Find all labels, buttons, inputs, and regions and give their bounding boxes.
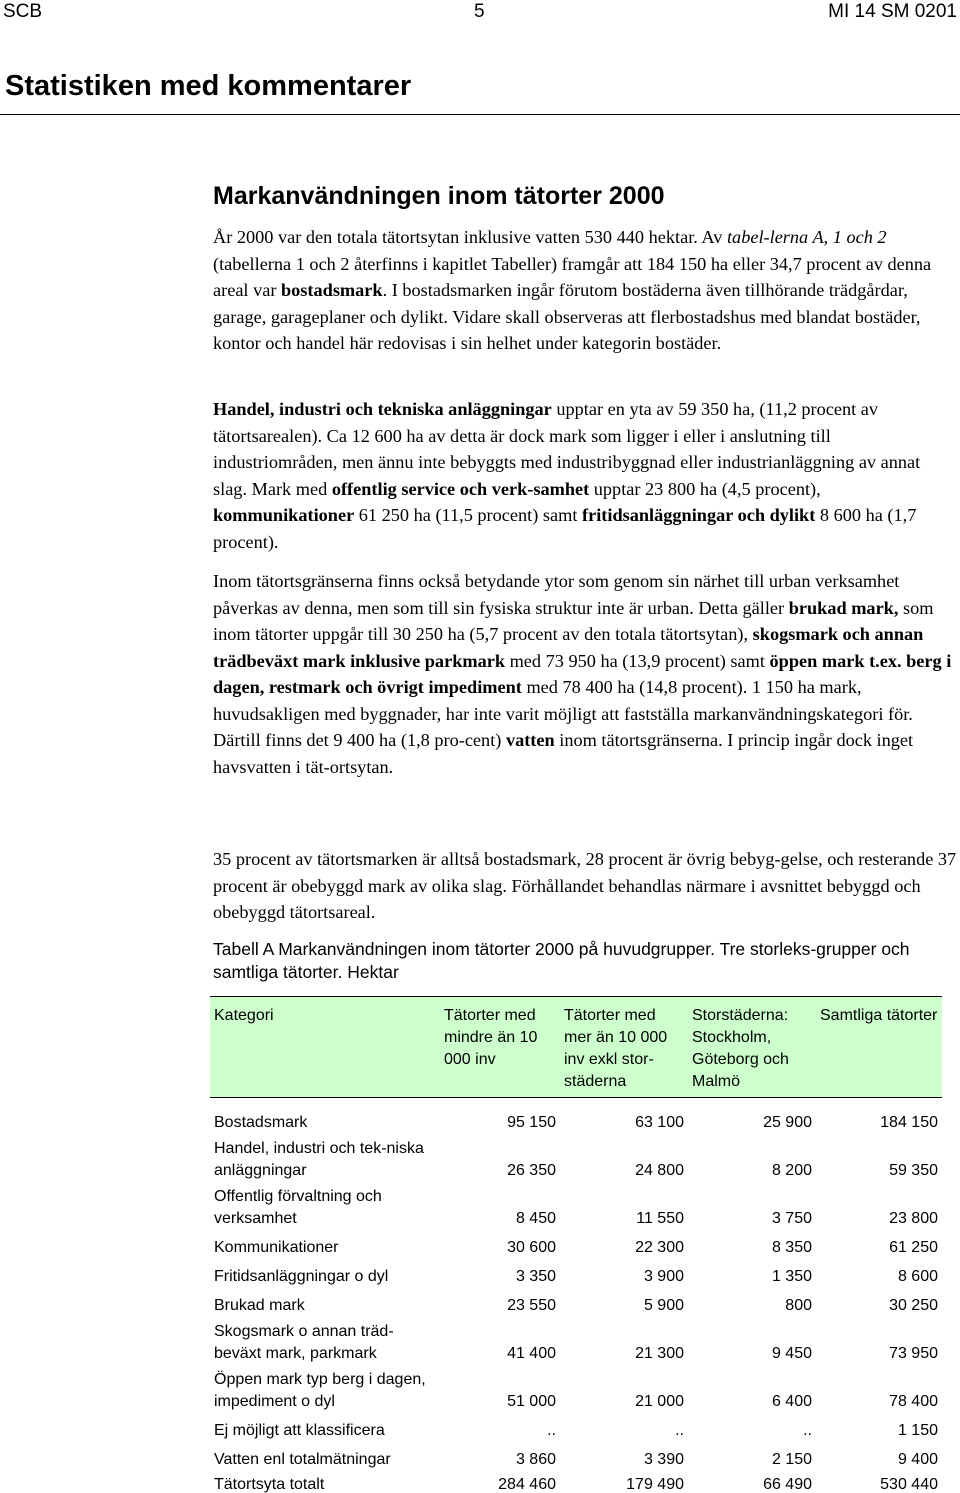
- paragraph-obebyggd-mark: [213, 568, 957, 780]
- table-row: [210, 1413, 942, 1442]
- bold-term: bostadsmark: [281, 280, 383, 300]
- table-cell: 30 600: [507, 1238, 556, 1256]
- text-run: upptar en yta av 59 350 ha, (11,2 procent av tätortsarealen). Ca 12 600 ha av detta är dock mark som ligger i eller i anslutning till industriområden, men ännu inte bebyggts med industribyggnad eller industrianläggning av annat slag. Mark med: [213, 399, 921, 499]
- text-run: upptar 23 800 ha (4,5 procent),: [589, 478, 821, 499]
- row-label: Tätortsyta totalt: [210, 1471, 440, 1493]
- row-label: Vatten enl totalmätningar: [214, 1450, 391, 1468]
- land-use-table: [210, 996, 942, 1493]
- text-run: med 78 400 ha (14,8 procent). 1 150 ha mark, huvudsakligen med byggnader, har inte varit möjligt att fastställa markanvändningskategori för. Därtill finns det 9 400 ha (1,8 pro-cent): [213, 677, 913, 750]
- table-cell: 179 490: [560, 1471, 688, 1493]
- table-caption: Tabell A Markanvändningen inom tätorter 2000 på huvudgrupper. Tre storleks-grupper och samtliga tätorter. Hektar: [213, 939, 910, 982]
- table-cell: 9 400: [897, 1450, 938, 1468]
- table-row: [210, 1471, 942, 1493]
- table-cell: 8 200: [771, 1161, 812, 1179]
- table-cell: 51 000: [507, 1392, 556, 1410]
- table-cell: 3 390: [643, 1450, 684, 1468]
- row-label: Öppen mark typ berg i dagen, impediment o dyl: [214, 1370, 426, 1410]
- paragraph-bostadsmark: [213, 224, 957, 357]
- text-run: . I bostadsmarken ingår förutom bostäderna även tillhörande trädgårdar, garage, garageplaner och dylikt. Vidare skall observeras att flerbostadshus med blandat bostäder, kontor och handel här redovisas i sin helhet under kategorin bostäder.: [213, 280, 921, 353]
- paragraph-summary: [213, 846, 957, 926]
- bold-term: fritidsanläggningar och dylikt: [582, 505, 816, 525]
- table-cell: 1 150: [897, 1421, 938, 1439]
- table-cell: 23 550: [507, 1296, 556, 1314]
- table-cell: 26 350: [507, 1161, 556, 1179]
- text-run: 35 procent av tätortsmarken är alltså bostadsmark, 28 procent är övrig bebyg-gelse, och resterande 37 procent är obebyggd mark av olika slag. Förhållandet behandlas närmare i avsnittet bebyggd och obebyggd tätortsareal.: [213, 849, 957, 922]
- bold-term: kommunikationer: [213, 505, 355, 525]
- spacer-cell: [210, 1098, 942, 1108]
- row-label: Offentlig förvaltning och verksamhet: [214, 1187, 382, 1227]
- table-cell: 78 400: [889, 1392, 938, 1410]
- table-cell: 2 150: [771, 1450, 812, 1468]
- table-cell: 11 550: [636, 1209, 684, 1227]
- italic-reference: tabel-lerna A, 1 och 2: [726, 227, 887, 247]
- table-cell: 8 350: [771, 1238, 812, 1256]
- table-cell: 6 400: [771, 1392, 812, 1410]
- table-cell: 66 490: [688, 1471, 816, 1493]
- table-cell: 21 300: [635, 1344, 684, 1362]
- header-publication-id: MI 14 SM 0201: [828, 1, 957, 22]
- table-cell: 284 460: [440, 1471, 560, 1493]
- table-row: [210, 1317, 942, 1365]
- table-cell: 21 000: [635, 1392, 684, 1410]
- main-title: Statistiken med kommentarer: [5, 70, 412, 102]
- table-cell: 3 350: [515, 1267, 556, 1285]
- title-rule: [0, 114, 960, 115]
- page-number: 5: [474, 1, 485, 22]
- bold-term: Handel, industri och tekniska anläggningar: [213, 399, 552, 419]
- bold-term: offentlig service och verk-samhet: [331, 478, 590, 499]
- text-run: som inom tätorter uppgår till 30 250 ha (5,7 procent av den totala tätortsytan),: [213, 597, 934, 644]
- table-cell: 30 250: [889, 1296, 938, 1314]
- table-cell: 8 600: [897, 1267, 938, 1285]
- table-cell: 59 350: [889, 1161, 938, 1179]
- text-run: (tabellerna 1 och 2 återfinns i kapitlet Tabeller) framgår att 184 150 ha eller 34,7 procent av denna areal var: [213, 253, 932, 300]
- row-label: Handel, industri och tek-niska anläggningar: [214, 1139, 424, 1179]
- text-run: med 73 950 ha (13,9 procent) samt: [505, 650, 770, 671]
- row-label: Brukad mark: [214, 1296, 305, 1314]
- table-header-row: [210, 997, 942, 1098]
- table-cell: 184 150: [880, 1113, 938, 1131]
- table-row: [210, 1365, 942, 1413]
- column-header-small-towns: Tätorter med mindre än 10 000 inv: [440, 997, 560, 1098]
- table-row: [210, 1230, 942, 1259]
- table-cell: 8 450: [515, 1209, 556, 1227]
- text-run: 61 250 ha (11,5 procent) samt: [354, 505, 582, 525]
- text-run: inom tätortsgränserna. I princip ingår dock inget havsvatten i tät-ortsytan.: [213, 730, 914, 777]
- table-cell: ..: [675, 1421, 684, 1439]
- bold-term: skogsmark och annan trädbeväxt mark inklusive parkmark: [213, 624, 924, 671]
- table-body: [210, 1098, 942, 1493]
- row-label: Skogsmark o annan träd-beväxt mark, parkmark: [214, 1322, 394, 1362]
- table-cell: 61 250: [889, 1238, 938, 1256]
- table-cell: 95 150: [507, 1113, 556, 1131]
- text-run: Inom tätortsgränserna finns också betydande ytor som genom sin närhet till urban verksamhet påverkas av denna, men som till sin fysiska struktur inte är urban. Detta gäller: [213, 571, 900, 618]
- table-cell: 41 400: [507, 1344, 556, 1362]
- bold-term: vatten: [505, 730, 555, 750]
- table-cell: 800: [785, 1296, 812, 1314]
- table-row: [210, 1182, 942, 1230]
- table-row: [210, 1259, 942, 1288]
- table-row: [210, 1108, 942, 1134]
- row-label: Fritidsanläggningar o dyl: [214, 1267, 389, 1285]
- table-cell: 3 900: [643, 1267, 684, 1285]
- table-row: [210, 1442, 942, 1471]
- table-cell: 530 440: [816, 1471, 942, 1493]
- table-cell: ..: [547, 1421, 556, 1439]
- table-cell: 5 900: [643, 1296, 684, 1314]
- section-title: Markanvändningen inom tätorter 2000: [213, 182, 665, 210]
- column-header-kategori: Kategori: [210, 997, 440, 1098]
- table-cell: 73 950: [889, 1344, 938, 1362]
- row-label: Kommunikationer: [214, 1238, 339, 1256]
- header-org: SCB: [3, 1, 43, 22]
- table-cell: 9 450: [771, 1344, 812, 1362]
- text-run: 8 600 ha (1,7 procent).: [213, 505, 917, 552]
- row-label: Ej möjligt att klassificera: [214, 1421, 385, 1439]
- table-row: [210, 1288, 942, 1317]
- table-cell: 22 300: [635, 1238, 684, 1256]
- table-cell: 63 100: [635, 1113, 684, 1131]
- table-cell: 23 800: [889, 1209, 938, 1227]
- table-row: [210, 1134, 942, 1182]
- text-run: År 2000 var den totala tätortsytan inklusive vatten 530 440 hektar. Av: [213, 227, 727, 247]
- table-cell: 3 750: [771, 1209, 812, 1227]
- column-header-large-towns: Tätorter med mer än 10 000 inv exkl stor-städerna: [560, 997, 688, 1098]
- table-cell: ..: [803, 1421, 812, 1439]
- bold-term: brukad mark,: [788, 597, 899, 618]
- paragraph-handel-industri: [213, 396, 957, 555]
- table-cell: 1 350: [771, 1267, 812, 1285]
- bold-term: öppen mark t.ex. berg i dagen, restmark och övrigt impediment: [213, 650, 952, 697]
- column-header-all-towns: Samtliga tätorter: [816, 997, 942, 1098]
- table-cell: 3 860: [515, 1450, 556, 1468]
- table-spacer-row: [210, 1098, 942, 1108]
- column-header-metropolitan: Storstäderna: Stockholm, Göteborg och Malmö: [688, 997, 816, 1098]
- table-cell: 24 800: [635, 1161, 684, 1179]
- page-header: [0, 0, 960, 30]
- table-cell: 25 900: [763, 1113, 812, 1131]
- row-label: Bostadsmark: [214, 1113, 308, 1131]
